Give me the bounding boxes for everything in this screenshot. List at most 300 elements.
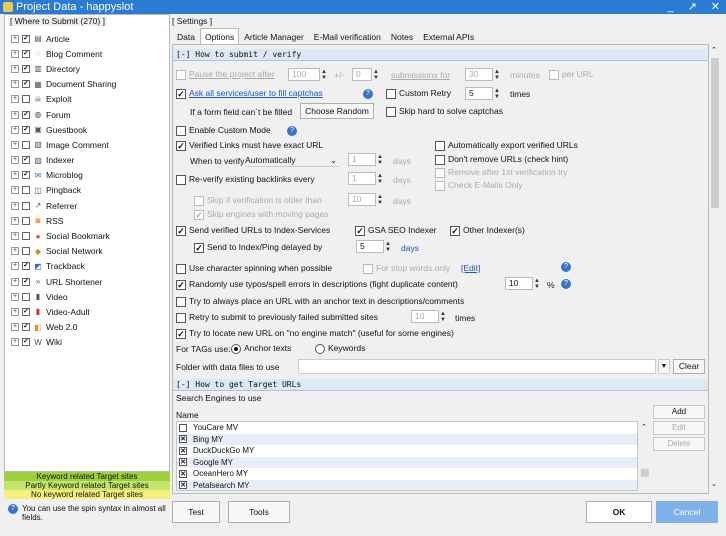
article-icon: ▤ [34, 34, 42, 44]
help-icon[interactable]: ? [287, 126, 297, 136]
anchor-texts-option[interactable] [231, 343, 291, 354]
minutes-count [465, 68, 501, 81]
social-bookmark-icon: ● [35, 231, 41, 241]
section-how-to-submit[interactable]: [-] How to submit / verify [173, 49, 708, 61]
custom-retry-checkbox[interactable] [386, 89, 396, 99]
expand-icon[interactable]: + [12, 247, 18, 255]
check-emails-checkbox[interactable] [435, 181, 445, 191]
expand-icon[interactable]: + [12, 216, 18, 224]
skip-older-spinner[interactable]: ▲ ▼ [377, 193, 383, 206]
minutes-input[interactable]: 30 [465, 68, 493, 81]
tab-bar [172, 28, 479, 44]
settings-panel [172, 14, 720, 494]
ask-captcha-help[interactable] [363, 88, 373, 99]
search-engines-label: Search Engines to use [176, 393, 262, 403]
verify-days-spinner[interactable]: ▲ ▼ [377, 153, 383, 166]
when-verify-label: When to verify [190, 156, 245, 166]
tree-item-directory[interactable] [11, 61, 169, 76]
scroll-thumb[interactable] [711, 58, 719, 208]
tree-item-document-sharing[interactable] [11, 77, 169, 92]
send-ping-checkbox[interactable]: ✓ [195, 242, 203, 253]
typo-label: Randomly use typos/spell errors in descriptions (fight duplicate content) [189, 279, 458, 289]
pingback-icon: ◫ [34, 185, 42, 195]
trackback-icon: ◩ [34, 261, 42, 271]
custom-retry-spinner[interactable]: ▲ ▼ [494, 87, 500, 100]
expand-icon[interactable]: + [12, 323, 18, 331]
remove-after-row [435, 167, 568, 178]
custom-retry-label: Custom Retry [399, 88, 451, 98]
other-indexer-label: Other Indexer(s) [463, 225, 525, 235]
tree-item-label: Forum [46, 109, 71, 120]
plus-minus-label: +/- [334, 70, 345, 80]
tree-checkbox[interactable]: ✓ [23, 80, 29, 88]
tools-button[interactable]: Tools [228, 501, 290, 523]
engine-label: Google MY [193, 457, 234, 467]
custom-mode-row [176, 125, 271, 136]
reverify-row [176, 174, 315, 185]
tree-item-web-2-0[interactable] [11, 320, 169, 335]
ask-captcha-link[interactable]: Ask all services/user to fill captchas [189, 88, 323, 98]
expand-icon[interactable]: + [12, 125, 18, 133]
help-icon[interactable]: ? [363, 89, 373, 99]
spin-help[interactable] [561, 261, 571, 272]
gsa-indexer-label: GSA SEO Indexer [368, 225, 437, 235]
tree-item-video[interactable] [11, 289, 169, 304]
minutes-label: minutes [510, 70, 540, 80]
list-item[interactable] [177, 422, 637, 434]
remove-after-checkbox[interactable] [435, 168, 445, 178]
tree-checkbox[interactable] [22, 293, 30, 301]
gsa-indexer-row [355, 225, 437, 236]
when-verify-dropdown[interactable] [245, 153, 339, 167]
help-icon[interactable]: ? [561, 262, 571, 272]
locate-new-checkbox[interactable]: ✓ [177, 328, 185, 339]
percent-label: % [547, 280, 555, 290]
auto-export-label: Automatically export verified URLs [448, 140, 578, 150]
tree-item-guestbook[interactable] [11, 122, 169, 137]
ping-days-label: days [401, 243, 419, 253]
video-icon: ▮ [35, 292, 41, 302]
skip-hard-row [386, 106, 503, 117]
verified-exact-checkbox[interactable]: ✓ [177, 140, 185, 151]
check-emails-row [435, 180, 523, 191]
help-icon[interactable]: ? [561, 279, 571, 289]
engine-label: Petalsearch MY [193, 480, 250, 490]
stop-words-row [363, 263, 450, 274]
verified-exact-label: Verified Links must have exact URL [189, 140, 324, 150]
tree-item-wiki[interactable] [11, 335, 169, 350]
directory-icon: ▥ [34, 64, 42, 74]
edit-link[interactable]: [Edit] [461, 263, 481, 273]
tree-checkbox[interactable] [22, 247, 30, 255]
expand-icon[interactable]: + [12, 186, 18, 194]
skip-older-days-label: days [393, 196, 411, 206]
reverify-checkbox[interactable] [176, 175, 186, 185]
referrer-icon: ↗ [34, 201, 42, 211]
retry-failed-count [411, 310, 447, 323]
tab-article-manager[interactable]: Article Manager [244, 32, 304, 42]
tree-item-label: Social Network [46, 246, 103, 257]
engine-label: YouCare MV [193, 423, 239, 432]
engine-list-scrollbar[interactable] [639, 421, 651, 491]
typo-checkbox[interactable]: ✓ [177, 279, 185, 290]
typo-help[interactable] [561, 278, 571, 289]
custom-retry-row [386, 88, 451, 99]
tree-checkbox[interactable]: ✓ [23, 64, 29, 72]
tree-item-indexer[interactable] [11, 153, 169, 168]
engine-label: Bing MY [193, 434, 224, 444]
auto-export-row [435, 140, 578, 151]
skip-older-count [348, 193, 384, 206]
engine-label: DuckDuckGo MY [193, 446, 255, 455]
title-bar [0, 0, 726, 14]
retry-failed-row [176, 312, 378, 323]
tree-item-rss[interactable] [11, 213, 169, 228]
footer-bar [0, 498, 726, 532]
send-ping-row [194, 242, 322, 253]
pause-row [176, 69, 275, 80]
scroll-down-icon[interactable]: ⌄ [711, 481, 717, 488]
tab-options[interactable]: Options [200, 28, 239, 44]
pause-spinner[interactable]: ▲ ▼ [321, 68, 327, 81]
anchor-texts-label: Anchor texts [244, 343, 292, 353]
expand-icon[interactable]: + [12, 307, 18, 315]
engine-checkbox[interactable]: ✕ [180, 447, 186, 455]
spin-row [176, 263, 332, 274]
minutes-spinner[interactable]: ▲ ▼ [494, 68, 500, 81]
retry-failed-times-label: times [455, 313, 476, 323]
blog-comment-icon: ◌ [35, 49, 41, 59]
engine-checkbox[interactable]: ✕ [180, 459, 186, 467]
engine-checkbox[interactable]: ✕ [180, 470, 186, 478]
ping-delay-input[interactable]: 5 [356, 240, 384, 253]
expand-icon[interactable]: + [12, 95, 18, 103]
expand-icon[interactable]: + [12, 34, 18, 42]
tree-checkbox[interactable] [22, 186, 30, 194]
locate-new-label: Try to locate new URL on "no engine match" (useful for some engines) [189, 328, 454, 338]
tree-item-label: Indexer [46, 155, 75, 166]
scroll-thumb[interactable] [641, 469, 649, 477]
send-index-row [176, 225, 330, 236]
stop-words-checkbox[interactable] [363, 264, 373, 274]
dont-remove-row [435, 154, 568, 165]
tab-email-verification[interactable]: E-Mail verification [313, 32, 381, 42]
ask-captcha-checkbox[interactable]: ✓ [177, 88, 185, 99]
settings-title: [ Settings ] [172, 16, 213, 26]
where-to-submit-title: [ Where to Submit (270) ] [10, 16, 105, 26]
ok-button[interactable]: OK [586, 501, 652, 523]
locate-new-row [176, 328, 454, 339]
microblog-icon: ✉ [34, 170, 42, 180]
tree-item-forum[interactable] [11, 107, 169, 122]
window-title: Project Data - happyslot [16, 1, 134, 13]
clear-button[interactable]: Clear [673, 359, 705, 374]
custom-mode-checkbox[interactable] [176, 126, 186, 136]
engine-checkbox[interactable] [179, 424, 187, 432]
social-network-icon: ◆ [34, 246, 42, 256]
add-engine-button[interactable]: Add [653, 405, 705, 419]
legend-keyword-related: Keyword related Target sites [4, 472, 170, 481]
retry-failed-label: Retry to submit to previously failed submitted sites [189, 312, 378, 322]
per-url-checkbox[interactable] [549, 70, 559, 80]
legend-no-keyword-related: No keyword related Target sites [4, 490, 170, 499]
reverify-label: Re-verify existing backlinks every [189, 174, 315, 184]
ping-delay-count [356, 240, 392, 253]
verified-exact-row [176, 140, 323, 151]
skip-older-row [194, 195, 322, 206]
tree-checkbox[interactable]: ✓ [23, 338, 29, 346]
retry-failed-input[interactable]: 10 [411, 310, 439, 323]
tree-item-label: Referrer [46, 200, 78, 211]
folder-label: Folder with data files to use [176, 362, 280, 372]
skip-older-label: Skip if verification is older than [207, 195, 322, 205]
keywords-label: Keywords [328, 343, 366, 353]
engine-checkbox[interactable]: ✕ [180, 482, 186, 490]
scroll-up-icon[interactable]: ⌃ [641, 424, 647, 431]
retry-failed-spinner[interactable]: ▲ ▼ [440, 310, 446, 323]
submissions-label: submissions for [391, 70, 451, 80]
send-ping-label: Send to Index/Ping delayed by [207, 242, 323, 252]
expand-icon[interactable]: + [12, 232, 18, 240]
minimize-button[interactable]: _ [667, 1, 674, 13]
skip-older-checkbox[interactable] [194, 196, 204, 206]
gsa-indexer-checkbox[interactable]: ✓ [356, 225, 364, 236]
legend [4, 472, 170, 499]
skip-older-input[interactable]: 10 [348, 193, 376, 206]
scroll-up-icon[interactable]: ⌃ [711, 47, 717, 54]
times-label: times [510, 89, 531, 99]
tree-item-blog-comment[interactable] [11, 46, 169, 61]
tree-item-label: Blog Comment [46, 48, 103, 59]
tree-checkbox[interactable]: ✓ [23, 49, 29, 57]
skip-hard-checkbox[interactable] [386, 107, 396, 117]
tree-checkbox[interactable]: ✓ [23, 307, 29, 315]
maximize-button[interactable]: ↗ [687, 1, 697, 13]
send-index-label: Send verified URLs to Index-Services [189, 225, 331, 235]
tree-item-microblog[interactable] [11, 168, 169, 183]
typo-input[interactable]: 10 [505, 277, 533, 290]
wiki-icon: W [34, 337, 42, 347]
list-item[interactable] [177, 457, 637, 469]
tree-item-trackback[interactable] [11, 259, 169, 274]
close-button[interactable]: ✕ [710, 1, 720, 13]
forum-icon: ◍ [34, 110, 42, 120]
tree-item-label: Video [46, 291, 68, 302]
plus-minus-spinner[interactable]: ▲ ▼ [373, 68, 379, 81]
exploit-icon: ☠ [34, 94, 42, 104]
skip-moving-label: Skip engines with moving pages [207, 209, 329, 219]
spin-checkbox[interactable] [176, 264, 186, 274]
tree-item-label: Exploit [46, 94, 72, 105]
expand-icon[interactable]: + [12, 171, 18, 179]
list-item[interactable] [177, 445, 637, 457]
video-adult-icon: ▮ [35, 307, 41, 317]
expand-icon[interactable]: + [12, 49, 18, 57]
tree-checkbox[interactable]: ✓ [23, 34, 29, 42]
expand-icon[interactable]: + [12, 338, 18, 346]
legend-partly-keyword-related: Partly Keyword related Target sites [4, 481, 170, 490]
verify-days-count [348, 153, 384, 166]
info-icon: ? [8, 504, 18, 514]
send-index-checkbox[interactable]: ✓ [177, 225, 185, 236]
list-item[interactable] [177, 468, 637, 480]
tree-checkbox[interactable]: ✓ [23, 171, 29, 179]
tree-item-referrer[interactable] [11, 198, 169, 213]
when-verify-value: Automatically [245, 155, 296, 165]
tree-checkbox[interactable] [22, 95, 30, 103]
options-panel [172, 44, 709, 494]
test-button[interactable]: Test [172, 501, 220, 523]
tree-checkbox[interactable]: ✓ [23, 125, 29, 133]
delete-engine-button[interactable]: Delete [653, 437, 705, 451]
web20-icon: ◧ [34, 322, 42, 332]
plus-minus-count [352, 68, 380, 81]
tree-item-label: Social Bookmark [46, 231, 110, 242]
tab-data[interactable]: Data [177, 32, 195, 42]
tree-checkbox[interactable] [22, 232, 30, 240]
tree-item-label: Web 2.0 [46, 322, 78, 333]
retry-failed-checkbox[interactable] [176, 313, 186, 323]
verify-days-input[interactable]: 1 [348, 153, 376, 166]
tree-item-video-adult[interactable] [11, 304, 169, 319]
where-to-submit-panel [4, 14, 170, 532]
expand-icon[interactable]: + [12, 262, 18, 270]
anchor-texts-radio[interactable] [231, 344, 241, 354]
custom-mode-help[interactable] [287, 125, 297, 136]
skip-hard-label: Skip hard to solve captchas [399, 106, 503, 116]
tree-checkbox[interactable] [22, 202, 30, 210]
skip-moving-checkbox[interactable]: ✓ [195, 209, 203, 220]
other-indexer-row [450, 225, 525, 236]
app-icon [3, 2, 13, 12]
tree-item-label: Document Sharing [46, 79, 117, 90]
reverify-input[interactable]: 1 [348, 172, 376, 185]
tree-item-exploit[interactable] [11, 92, 169, 107]
dont-remove-checkbox[interactable] [435, 155, 445, 165]
custom-retry-input[interactable]: 5 [465, 87, 493, 100]
typo-spinner[interactable]: ▲ ▼ [534, 277, 540, 290]
reverify-days-label: days [393, 175, 411, 185]
tree-item-label: Trackback [46, 261, 85, 272]
reverify-count [348, 172, 384, 185]
tree-item-label: Article [46, 33, 70, 44]
tab-external-apis[interactable]: External APIs [423, 32, 475, 42]
reverify-spinner[interactable]: ▲ ▼ [377, 172, 383, 185]
pause-checkbox[interactable] [176, 70, 186, 80]
tree-checkbox[interactable] [22, 141, 30, 149]
ask-captcha-row [176, 88, 323, 99]
tree-item-label: Video-Adult [46, 306, 90, 317]
tree-item-label: Directory [46, 63, 81, 74]
options-scrollbar[interactable] [710, 44, 720, 494]
auto-export-checkbox[interactable] [435, 141, 445, 151]
engine-label: OceanHero MY [193, 469, 249, 478]
list-item[interactable] [177, 434, 637, 446]
expand-icon[interactable]: + [12, 80, 18, 88]
list-item[interactable] [177, 480, 637, 492]
expand-icon[interactable]: + [12, 140, 18, 148]
form-field-label: If a form field can`t be filled [190, 107, 293, 117]
rss-icon: ◙ [35, 216, 41, 226]
tree-checkbox[interactable]: ✓ [23, 110, 29, 118]
expand-icon[interactable]: + [12, 292, 18, 300]
tree-item-pingback[interactable] [11, 183, 169, 198]
guestbook-icon: ▣ [34, 125, 42, 135]
tree-item-image-comment[interactable] [11, 137, 169, 152]
tree-item-label: RSS [46, 215, 64, 226]
search-engine-list[interactable] [176, 421, 638, 491]
folder-dropdown-button[interactable]: ▼ [658, 359, 670, 374]
expand-icon[interactable]: + [12, 156, 18, 164]
verify-days-label: days [393, 156, 411, 166]
anchor-place-checkbox[interactable] [176, 297, 186, 307]
custom-mode-label: Enable Custom Mode [189, 125, 271, 135]
tree-checkbox[interactable]: ✓ [23, 277, 29, 285]
spin-label: Use character spinning when possible [189, 263, 333, 273]
expand-icon[interactable]: + [12, 201, 18, 209]
pause-count [288, 68, 328, 81]
document-sharing-icon: ▦ [34, 79, 42, 89]
choose-random-dropdown[interactable]: Choose Random [300, 103, 374, 119]
tree-checkbox[interactable]: ✓ [23, 323, 29, 331]
engine-checkbox[interactable]: ✕ [180, 436, 186, 444]
name-column-header: Name [176, 410, 199, 420]
plus-minus-input[interactable]: 0 [352, 68, 372, 81]
ping-delay-spinner[interactable]: ▲ ▼ [385, 240, 391, 253]
edit-engine-button[interactable]: Edit [653, 421, 705, 435]
typo-count [505, 277, 541, 290]
expand-icon[interactable]: + [12, 277, 18, 285]
tree-item-social-network[interactable] [11, 244, 169, 259]
typo-row [176, 279, 458, 290]
per-url-row [549, 69, 594, 80]
tree-checkbox[interactable] [22, 217, 30, 225]
keywords-radio[interactable] [315, 344, 325, 354]
keywords-option[interactable] [315, 343, 365, 354]
tree-item-article[interactable] [11, 31, 169, 46]
tree-item-social-bookmark[interactable] [11, 228, 169, 243]
anchor-place-label: Try to always place an URL with an anchor text in descriptions/comments [189, 296, 465, 306]
custom-retry-count [465, 87, 501, 100]
tree-item-label: Wiki [46, 337, 63, 348]
folder-input[interactable] [298, 359, 656, 374]
tab-notes[interactable]: Notes [390, 32, 414, 42]
image-comment-icon: ▧ [34, 140, 42, 150]
stop-words-label: For stop words only [376, 263, 451, 273]
tree-checkbox[interactable]: ✓ [23, 262, 29, 270]
section-target-urls[interactable]: [-] How to get Target URLs [173, 379, 708, 391]
check-emails-label: Check E-Mails Only [448, 180, 523, 190]
cancel-button[interactable]: Cancel [656, 501, 718, 523]
tags-label: For TAGs use: [176, 344, 231, 354]
tree-item-label: Guestbook [46, 124, 88, 135]
pause-label: Pause the project after [189, 69, 275, 79]
engine-tree [11, 31, 169, 350]
dialog-body [0, 14, 726, 536]
remove-after-label: Remove after 1st verification try [448, 167, 568, 177]
hint-text: You can use the spin syntax in almost all fields. [22, 504, 166, 522]
expand-icon[interactable]: + [12, 110, 18, 118]
tree-checkbox[interactable]: ✓ [23, 156, 29, 164]
skip-moving-row [194, 209, 328, 220]
pause-value-input[interactable]: 100 [288, 68, 320, 81]
engine-rows [177, 422, 637, 491]
tree-item-label: Image Comment [46, 139, 109, 150]
other-indexer-checkbox[interactable]: ✓ [451, 225, 459, 236]
expand-icon[interactable]: + [12, 64, 18, 72]
tree-item-url-shortener[interactable] [11, 274, 169, 289]
tree-item-label: URL Shortener [46, 276, 103, 287]
